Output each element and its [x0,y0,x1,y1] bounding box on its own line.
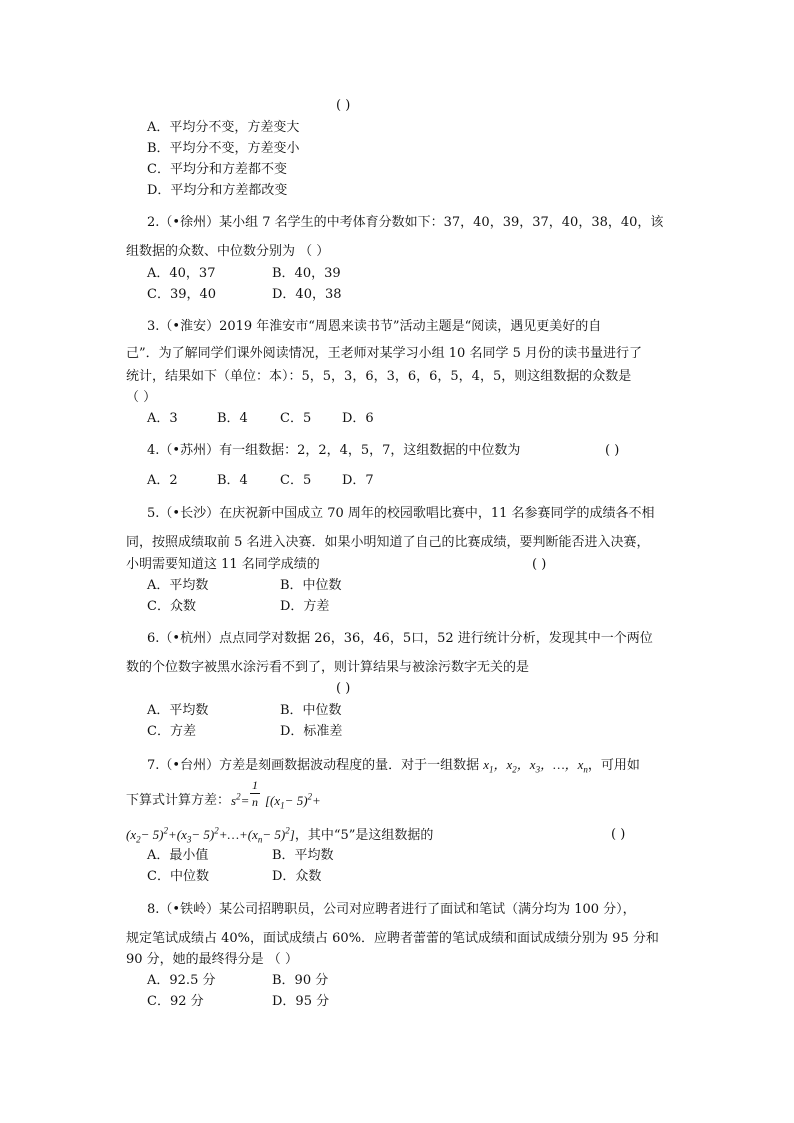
q7-fraction-numerator: 1 [252,778,258,792]
q7-fraction-denominator: n [252,795,258,809]
q2-stem-line2: 组数据的众数、中位数分别为 （ ） [126,244,330,259]
q3-option-d: D．6 [342,411,374,426]
q3-stem-line4: （ ） [126,390,157,405]
q7-stem-tail: ，可用如 [587,758,640,773]
q5-option-d: D．方差 [280,599,330,614]
q7-stem-text: 7.（•台州）方差是刻画数据波动程度的量．对于一组数据 [147,758,480,773]
q3-stem-line3: 统计，结果如下（单位：本）：5，5，3，6，3，6，6，5，4，5，则这组数据的众数是 [126,369,632,384]
q6-option-b: B．中位数 [280,703,342,718]
q2-option-b: B．40，39 [272,266,341,281]
q7-answer-paren: ( ) [611,827,626,842]
q8-option-b: B．90 分 [272,973,329,988]
q2-option-d: D．40，38 [272,287,342,302]
q7-stem-tail2: ，其中“5”是这组数据的 [294,828,434,843]
q5-answer-paren: ( ) [532,557,547,572]
q7-stem-line1 [147,756,640,775]
option-c: C．平均分和方差都不变 [147,162,287,177]
q2-stem-line1: 2.（•徐州）某小组 7 名学生的中考体育分数如下：37，40，39，37，40，38，40，该 [147,215,664,230]
q3-option-b: B．4 [217,411,248,426]
q4-answer-paren: ( ) [605,443,620,458]
q7-formula-part1: [$(x_1- 5)^2+$ [265,791,321,811]
q5-stem-line1: 5.（•长沙）在庆祝新中国成立 70 周年的校园歌唱比赛中，11 名参赛同学的成绩各不相 [147,506,655,521]
q4-option-d: D．7 [342,473,374,488]
q4-option-c: C．5 [280,473,312,488]
q6-option-a: A．平均数 [147,703,209,718]
q8-option-a: A．92.5 分 [147,973,216,988]
q8-stem-line1: 8.（•铁岭）某公司招聘职员，公司对应聘者进行了面试和笔试（满分均为 100 分）， [147,902,636,917]
q7-variance-symbol: $s^2=$ [231,791,250,808]
q4-option-b: B．4 [217,473,248,488]
option-b: B．平均分不变，方差变小 [147,141,300,156]
q6-option-c: C．方差 [147,724,196,739]
option-d: D．平均分和方差都改变 [147,183,288,198]
q6-answer-paren: ( ) [336,681,351,696]
q5-option-c: C．众数 [147,599,196,614]
q7-option-c: C．中位数 [147,869,209,884]
q7-data-list: $x_1$，$x_2$，$x_3$，…，$x_n$ [483,757,588,775]
q5-option-a: A．平均数 [147,578,209,593]
q4-stem-line1: 4.（•苏州）有一组数据：2，2，4，5，7，这组数据的中位数为 [147,443,521,458]
q7-option-b: B．平均数 [272,848,334,863]
q3-stem-line1: 3.（•淮安）2019 年淮安市“周恩来读书节”活动主题是“阅读，遇见更美好的自 [147,319,602,334]
q8-stem-line2: 规定笔试成绩占 40%，面试成绩占 60%．应聘者蕾蕾的笔试成绩和面试成绩分别为 95 分和 [126,931,659,946]
q8-stem-line3: 90 分，她的最终得分是 （ ） [126,952,298,967]
q6-stem-line1: 6.（•杭州）点点同学对数据 26，36，46，5口，52 进行统计分析，发现其中一个两位 [147,631,653,646]
q5-option-b: B．中位数 [280,578,342,593]
option-a: A．平均分不变，方差变大 [147,120,300,135]
q7-fraction [250,778,260,809]
q7-formula-part2: $(x_2- 5)^2+(x_3-$ $5)^2+\dots+(x_n- 5)^2$] [126,825,295,845]
q7-stem-line3 [126,826,433,845]
q2-option-c: C．39，40 [147,287,217,302]
q6-option-d: D．标准差 [280,724,343,739]
q8-option-d: D．95 分 [272,994,330,1009]
q2-option-a: A．40，37 [147,266,216,281]
q8-option-c: C．92 分 [147,994,204,1009]
q7-fraction-bar [250,793,260,794]
answer-paren: ( ) [336,98,351,113]
q4-option-a: A．2 [147,473,178,488]
q5-stem-line2: 同，按照成绩取前 5 名进入决赛．如果小明知道了自己的比赛成绩，要判断能否进入决赛， [126,535,650,550]
q3-option-c: C．5 [280,411,312,426]
q7-option-a: A．最小值 [147,848,209,863]
q6-stem-line2: 数的个位数字被黑水涂污看不到了，则计算结果与被涂污数字无关的是 [126,660,530,675]
q5-stem-line3: 小明需要知道这 11 名同学成绩的 [126,557,320,572]
q3-option-a: A．3 [147,411,178,426]
q3-stem-line2: 己”．为了解同学们课外阅读情况，王老师对某学习小组 10 名同学 5 月份的读书量进行了 [126,346,642,361]
q7-option-d: D．众数 [272,869,322,884]
q7-stem-line2: 下算式计算方差： [126,793,231,808]
